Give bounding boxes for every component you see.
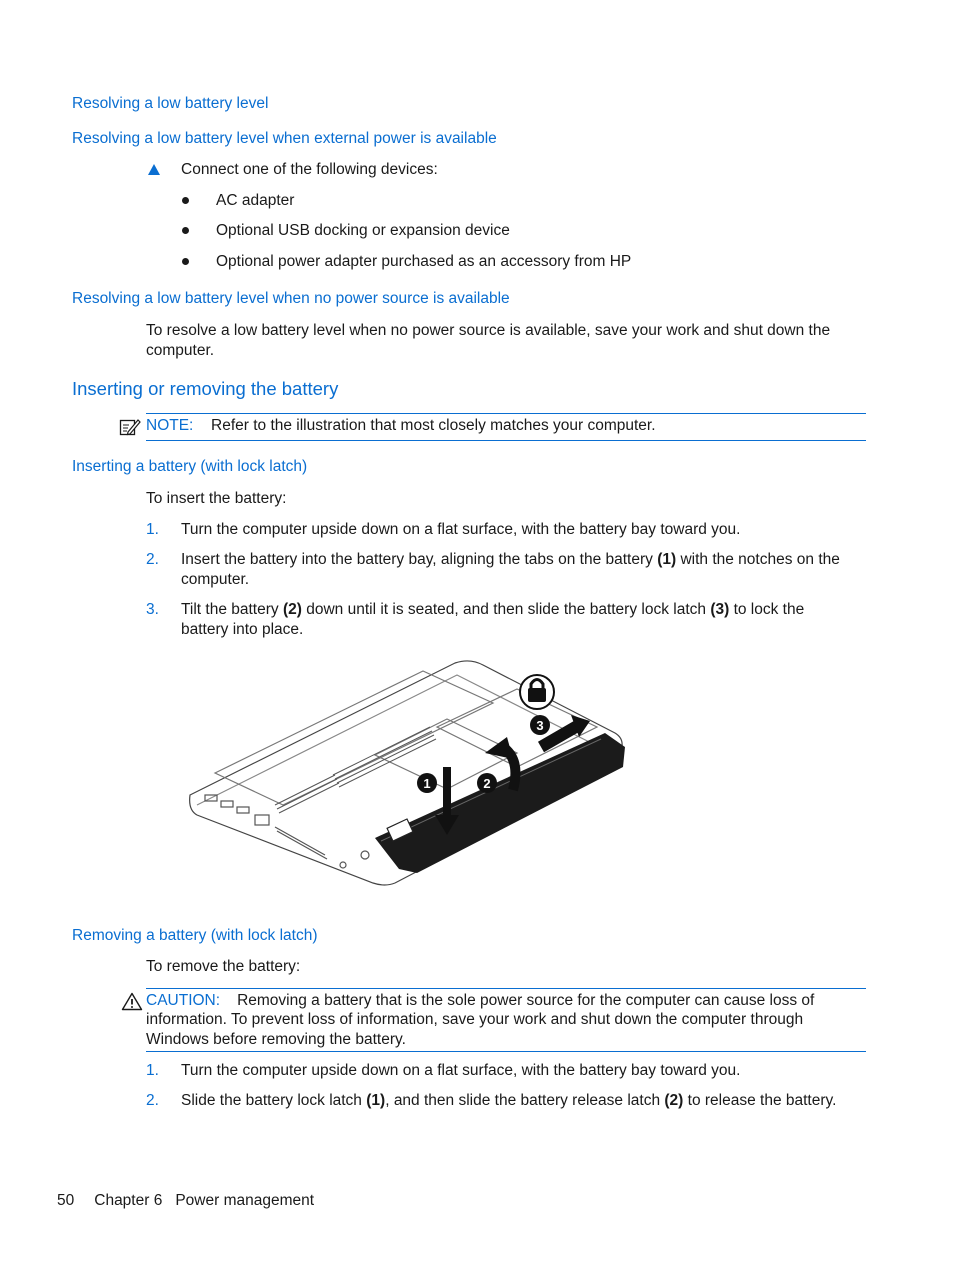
step-number: 2. <box>146 551 159 568</box>
caution-icon <box>121 992 143 1011</box>
note-icon <box>119 417 141 437</box>
callout-1: 1 <box>423 776 431 791</box>
step-number: 2. <box>146 1092 159 1109</box>
step-text: Turn the computer upside down on a flat surface, with the battery bay toward you. <box>181 521 741 538</box>
inserting-lead: To insert the battery: <box>146 490 287 507</box>
footer-chapter: Chapter 6 <box>94 1192 163 1209</box>
list-item: Optional USB docking or expansion device <box>216 222 510 239</box>
step-callout-ref: (2) <box>282 601 302 618</box>
step-text-post: to release the battery. <box>683 1092 837 1109</box>
step-text: Turn the computer upside down on a flat surface, with the battery bay toward you. <box>181 1062 741 1079</box>
caution-line1 <box>146 991 814 1011</box>
lock-icon <box>520 675 554 709</box>
step-number: 1. <box>146 521 159 538</box>
step-text-line2: battery into place. <box>181 621 304 638</box>
list-item: AC adapter <box>216 192 295 209</box>
heading-resolving-low-battery: Resolving a low battery level <box>72 95 269 112</box>
step-text-pre: Slide the battery lock latch <box>181 1092 367 1109</box>
step-number: 3. <box>146 601 159 618</box>
step-number: 1. <box>146 1062 159 1079</box>
battery-insertion-illustration <box>185 655 635 890</box>
heading-inserting-battery: Inserting a battery (with lock latch) <box>72 458 308 475</box>
note-top-rule <box>146 413 866 414</box>
step-text <box>181 600 804 620</box>
caution-label: CAUTION: <box>146 992 221 1009</box>
bullet-icon <box>182 258 189 265</box>
step-text <box>181 550 840 570</box>
step-callout-ref: (1) <box>657 551 677 568</box>
step-callout-ref: (3) <box>710 601 730 618</box>
step-callout-ref: (1) <box>366 1092 386 1109</box>
no-power-body-line1: To resolve a low battery level when no power source is available, save your work and shut down the <box>146 322 831 339</box>
footer-chapter-title: Power management <box>175 1192 315 1209</box>
bullet-icon <box>182 197 189 204</box>
callout-3: 3 <box>536 718 544 733</box>
note-bottom-rule <box>146 440 866 441</box>
caution-line3: Windows before removing the battery. <box>146 1031 406 1048</box>
caution-text: Removing a battery that is the sole power source for the computer can cause loss of <box>237 992 815 1009</box>
step-text-pre: Tilt the battery <box>181 601 283 618</box>
heading-no-power: Resolving a low battery level when no power source is available <box>72 290 510 307</box>
triangle-bullet-icon <box>148 164 160 175</box>
step-text <box>181 1091 836 1111</box>
callout-2: 2 <box>483 776 491 791</box>
step-text-mid: , and then slide the battery release latch <box>385 1092 665 1109</box>
heading-inserting-removing: Inserting or removing the battery <box>72 378 339 399</box>
page-footer <box>57 1191 314 1211</box>
step-text-mid: down until it is seated, and then slide the battery lock latch <box>301 601 711 618</box>
step-text-post: to lock the <box>729 601 805 618</box>
step-callout-ref: (2) <box>664 1092 684 1109</box>
heading-removing-battery: Removing a battery (with lock latch) <box>72 927 318 944</box>
page-number: 50 <box>57 1192 75 1209</box>
caution-line2: information. To prevent loss of information, save your work and shut down the computer through <box>146 1011 804 1028</box>
connect-lead: Connect one of the following devices: <box>181 161 438 178</box>
no-power-body-line2: computer. <box>146 342 215 359</box>
step-text-pre: Insert the battery into the battery bay, aligning the tabs on the battery <box>181 551 658 568</box>
removing-lead: To remove the battery: <box>146 958 301 975</box>
list-item: Optional power adapter purchased as an accessory from HP <box>216 253 632 270</box>
bullet-icon <box>182 227 189 234</box>
step-text-post: with the notches on the <box>676 551 840 568</box>
note-label: NOTE: <box>146 417 194 434</box>
note-text: Refer to the illustration that most closely matches your computer. <box>211 417 656 434</box>
heading-external-power: Resolving a low battery level when external power is available <box>72 130 497 147</box>
step-text-line2: computer. <box>181 571 250 588</box>
caution-top-rule <box>146 988 866 989</box>
caution-bottom-rule <box>146 1051 866 1052</box>
